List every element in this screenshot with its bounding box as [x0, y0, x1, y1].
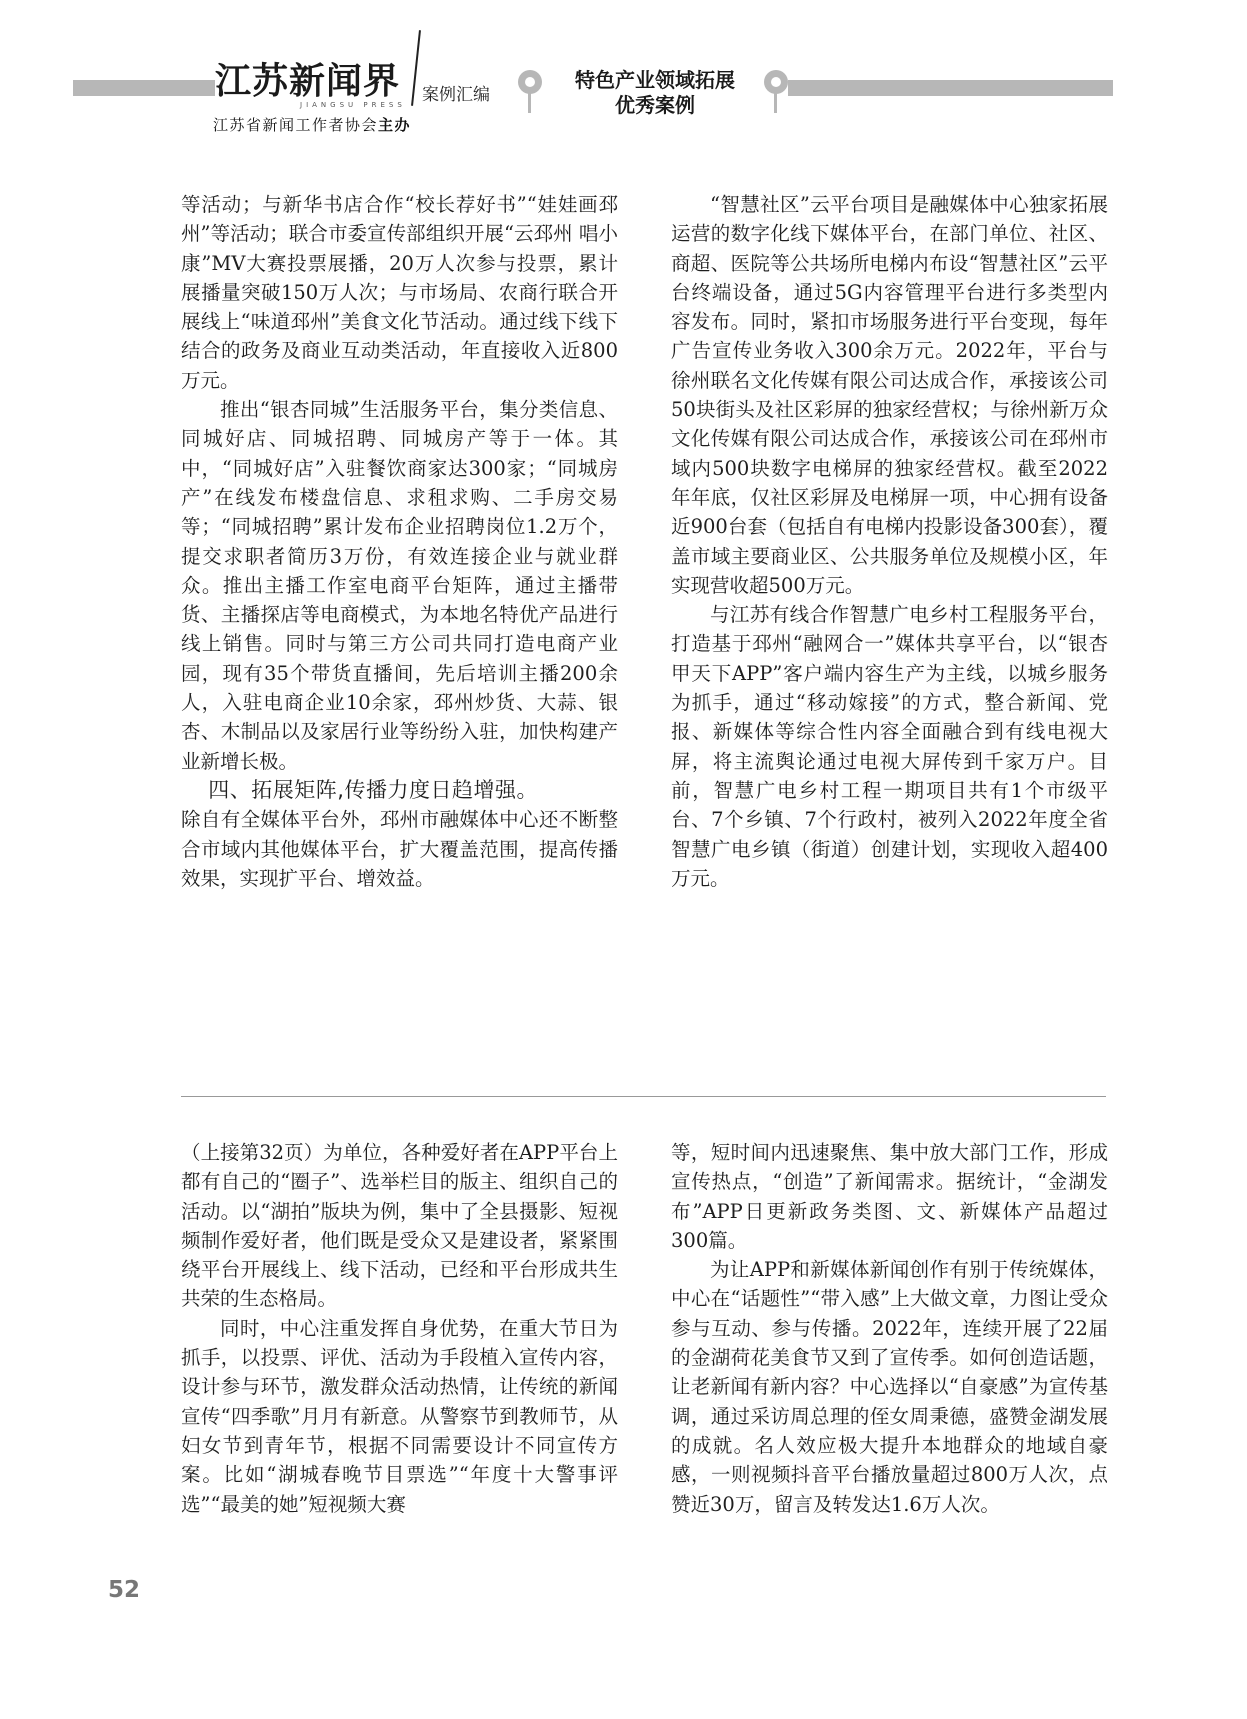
paragraph: “智慧社区”云平台项目是融媒体中心独家拓展运营的数字化线下媒体平台，在部门单位、社区、商超、医院等公共场所电梯内布设“智慧社区”云平台终端设备，通过5G内容管理平台进行多类型内容发布。同时，紧扣市场服务进行平台变现，每年广告宣传业务收入300余万元。2022年，平台与徐州联名文化传媒有限公司达成合作，承接该公司50块街头及社区彩屏的独家经营权；与徐州新万众文化传媒有限公司达成合作，承接该公司在邳州市域内500块数字电梯屏的独家经营权。截至2022年年底，仅社区彩屏及电梯屏一项，中心拥有设备近900台套（包括自有电梯内投影设备300套），覆盖市域主要商业区、公共服务单位及规模小区，年实现营收超500万元。: [671, 193, 1108, 597]
section-heading: 四、拓展矩阵,传播力度日趋增强。: [208, 777, 538, 802]
paragraph: 等，短时间内迅速聚焦、集中放大部门工作，形成宣传热点，“创造”了新闻需求。据统计，“金湖发布”APP日更新政务类图、文、新媒体产品超过300篇。: [671, 1141, 1108, 1252]
paragraph: 等活动；与新华书店合作“校长荐好书”“娃娃画邳州”等活动；联合市委宣传部组织开展“云邳州 唱小康”MV大赛投票展播，20万人次参与投票，累计展播量突破150万人次；与市场局、农商行联合开展线上“味道邳州”美食文化节活动。通过线下线下结合的政务及商业互动类活动，年直接收入近800万元。: [181, 193, 618, 392]
article-column-top-right: [671, 190, 1108, 893]
masthead-title: 江苏新闻界: [215, 61, 401, 102]
location-pin-stem: [528, 91, 531, 113]
page-number: 52: [108, 1577, 141, 1603]
article-column-bottom-left: [181, 1138, 618, 1519]
organizer-name: 江苏省新闻工作者协会: [213, 116, 379, 134]
organizer-line: [213, 114, 411, 135]
special-title-line2: 优秀案例: [615, 93, 695, 117]
section-label: 案例汇编: [422, 85, 490, 105]
article-column-bottom-right: [671, 1138, 1108, 1519]
organizer-suffix: 主办: [378, 116, 412, 134]
masthead-divider: [411, 30, 421, 106]
paragraph: 与江苏有线合作智慧广电乡村工程服务平台，打造基于邳州“融网合一”媒体共享平台，以“银杏甲天下APP”客户端内容生产为主线，以城乡服务为抓手，通过“移动嫁接”的方式，整合新闻、党报、新媒体等综合性内容全面融合到有线电视大屏，将主流舆论通过电视大屏传到千家万户。目前，智慧广电乡村工程一期项目共有1个市级平台、7个乡镇、7个行政村，被列入2022年度全省智慧广电乡镇（街道）创建计划，实现收入超400万元。: [671, 603, 1108, 890]
article-column-top-left: [181, 190, 618, 893]
paragraph: 为让APP和新媒体新闻创作有别于传统媒体，中心在“话题性”“带入感”上大做文章，力图让受众参与互动、参与传播。2022年，连续开展了22届的金湖荷花美食节又到了宣传季。如何创造话题，让老新闻有新内容？中心选择以“自豪感”为宣传基调，通过采访周总理的侄女周秉德，盛赞金湖发展的成就。名人效应极大提升本地群众的地域自豪感，一则视频抖音平台播放量超过800万人次，点赞近30万，留言及转发达1.6万人次。: [671, 1258, 1108, 1516]
paragraph: （上接第32页）为单位，各种爱好者在APP平台上都有自己的“圈子”、选举栏目的版主、组织自己的活动。以“湖拍”版块为例，集中了全县摄影、短视频制作爱好者，他们既是受众又是建设者，紧紧围绕平台开展线上、线下活动，已经和平台形成共生共荣的生态格局。: [181, 1141, 618, 1311]
header-bar-left: [73, 80, 215, 96]
paragraph: 除自有全媒体平台外，邳州市融媒体中心还不断整合市域内其他媒体平台，扩大覆盖范围，提高传播效果，实现扩平台、增效益。: [181, 808, 618, 890]
masthead-english: JIANGSU PRESS: [300, 101, 406, 109]
special-section-title: [560, 68, 750, 118]
header-bar-right: [788, 80, 1113, 96]
special-title-line1: 特色产业领域拓展: [575, 68, 735, 92]
section-divider: [181, 1096, 1106, 1097]
paragraph: 同时，中心注重发挥自身优势，在重大节日为抓手，以投票、评优、活动为手段植入宣传内容，设计参与环节，激发群众活动热情，让传统的新闻宣传“四季歌”月月有新意。从警察节到教师节，从妇女节到青年节，根据不同需要设计不同宣传方案。比如“湖城春晚节目票选”“年度十大警事评选”“最美的她”短视频大赛: [181, 1316, 618, 1516]
location-pin-stem: [774, 91, 777, 113]
paragraph: 推出“银杏同城”生活服务平台，集分类信息、同城好店、同城招聘、同城房产等于一体。其中，“同城好店”入驻餐饮商家达300家；“同城房产”在线发布楼盘信息、求租求购、二手房交易等；“同城招聘”累计发布企业招聘岗位1.2万个，提交求职者简历3万份，有效连接企业与就业群众。推出主播工作室电商平台矩阵，通过主播带货、主播探店等电商模式，为本地名特优产品进行线上销售。同时与第三方公司共同打造电商产业园，现有35个带货直播间，先后培训主播200余人，入驻电商企业10余家，邳州炒货、大蒜、银杏、木制品以及家居行业等纷纷入驻，加快构建产业新增长极。: [181, 398, 618, 773]
